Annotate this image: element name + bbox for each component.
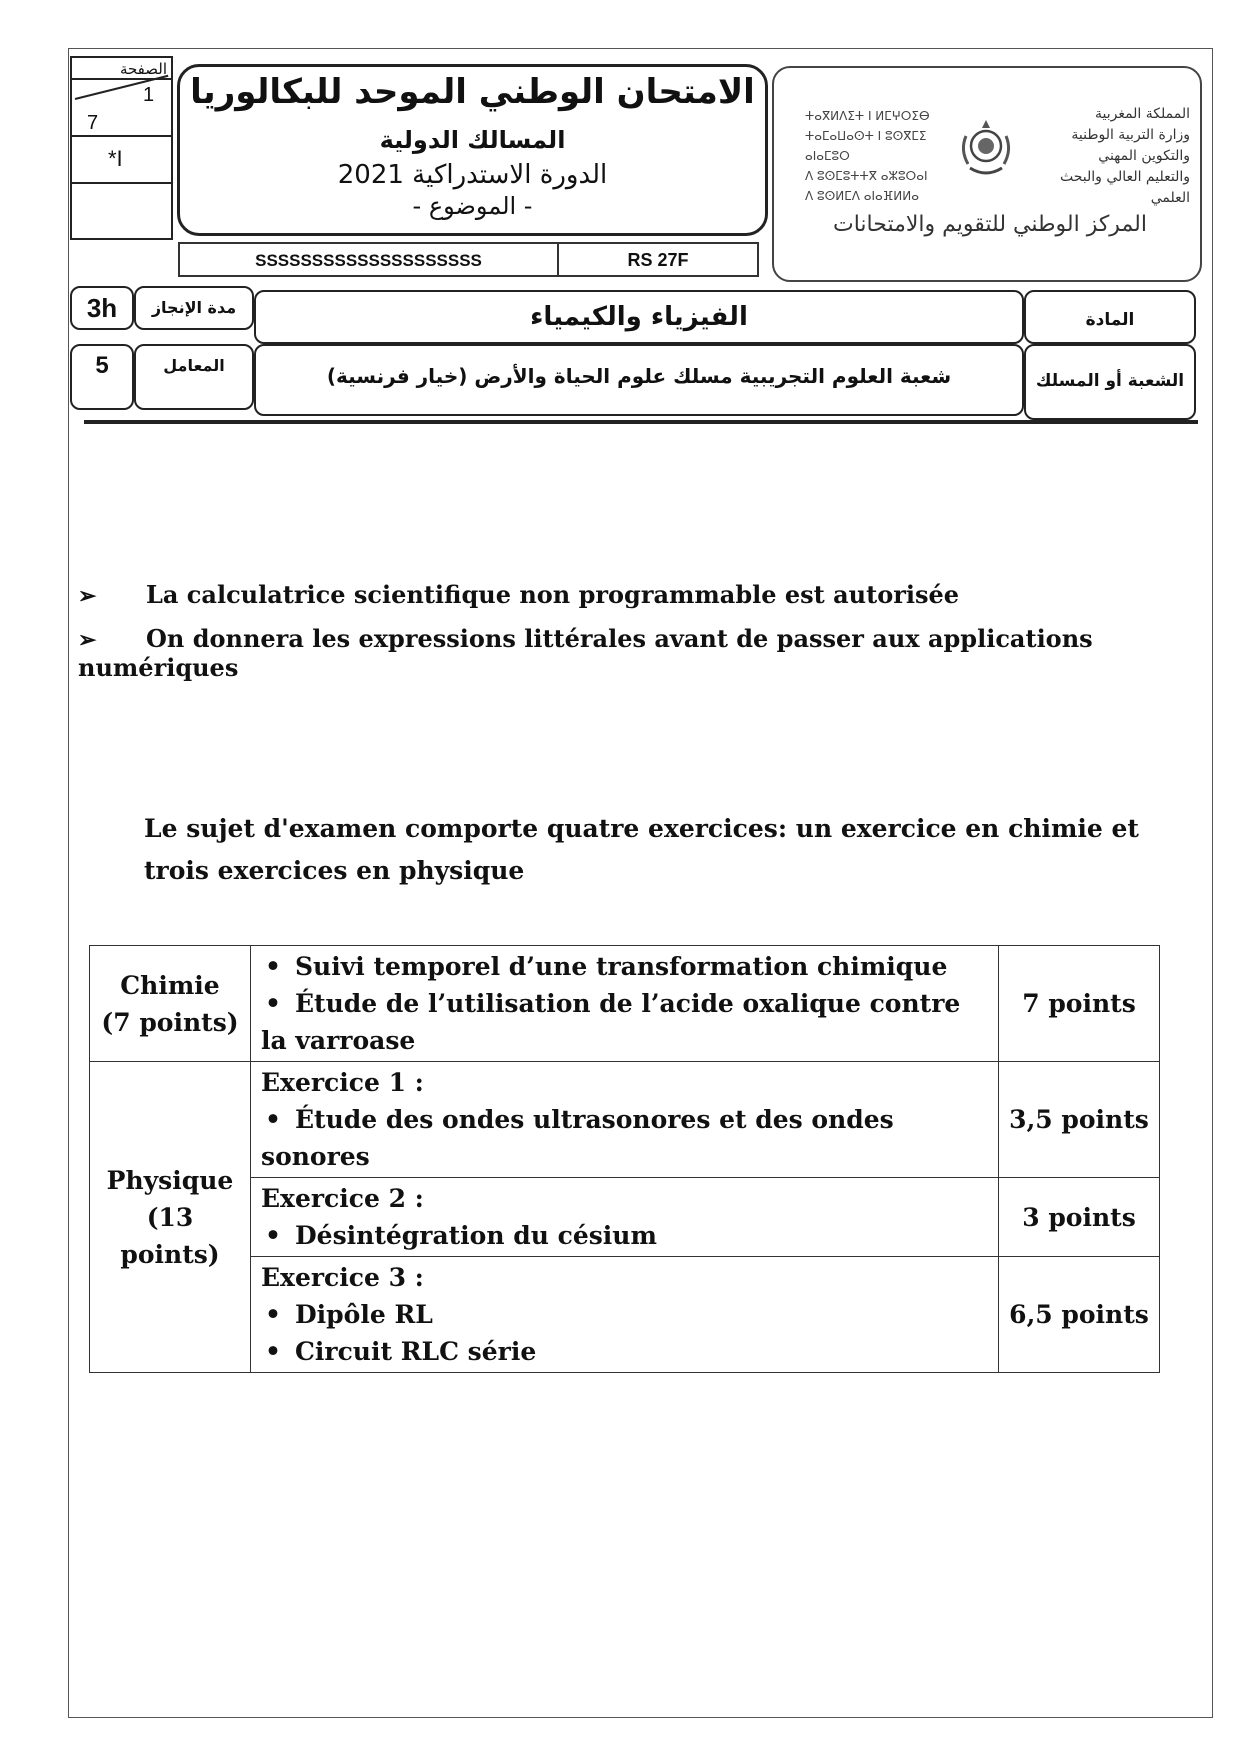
exercise-1 xyxy=(251,1062,999,1178)
logo-line: ⵜⴰⴳⵍⴷⵉⵜ ⵏ ⵍⵎⵖⵔⵉⴱ xyxy=(805,109,930,123)
logo-line: والتعليم العالي والبحث العلمي xyxy=(1059,169,1190,206)
table-row xyxy=(90,1257,1160,1373)
exercise-title: Exercice 2 : xyxy=(261,1184,424,1213)
section-title: Chimie xyxy=(120,970,220,1000)
exam-code: *I xyxy=(108,146,123,171)
exam-intro: Le sujet d'examen comporte quatre exercices: un exercice en chimie et trois exercices en physique xyxy=(144,814,1139,885)
logo-line: ⵜⴰⵎⴰⵡⴰⵙⵜ ⵏ ⵓⵙⴳⵎⵉ ⴰⵏⴰⵎⵓⵔ xyxy=(805,129,927,163)
points-cell: 3 points xyxy=(999,1178,1160,1257)
instruction-item xyxy=(78,580,1198,609)
topic-item: • Étude de l’utilisation de l’acide oxalique contre la varroase xyxy=(261,985,988,1059)
exercise-title: Exercice 3 : xyxy=(261,1263,424,1292)
logo-line: ⴷ ⵓⵙⵎⵓⵜⵜⴳ ⴰⵣⵓⵔⴰⵏ xyxy=(805,169,928,183)
topic-item: • Dipôle RL xyxy=(261,1296,988,1333)
topic-item: • Suivi temporel d’une transformation chimique xyxy=(261,948,988,985)
arrow-bullet-icon: ➢ xyxy=(78,583,97,609)
points-cell: 6,5 points xyxy=(999,1257,1160,1373)
page-number: 1 xyxy=(143,84,155,106)
logo-line: ⴷ ⵓⵙⵍⵎⴷ ⴰⵏⴰⴼⵍⵍⴰ xyxy=(805,189,919,203)
table-row xyxy=(90,1062,1160,1178)
subject-label: المادة xyxy=(1024,290,1196,344)
section-points: (7 points) xyxy=(101,1007,239,1037)
page-total: 7 xyxy=(87,112,99,134)
ministry-name-tifinagh xyxy=(805,106,955,206)
exam-session: الدورة الاستدراكية 2021 xyxy=(337,160,608,190)
evaluation-center-name: المركز الوطني للتقويم والامتحانات xyxy=(833,212,1147,237)
duration-value: 3h xyxy=(70,286,134,330)
kingdom-emblem-icon xyxy=(958,116,1014,182)
instruction-text: On donnera les expressions littérales avant de passer aux applications numériques xyxy=(78,624,1093,682)
section-title: Physique xyxy=(106,1165,234,1195)
arrow-bullet-icon: ➢ xyxy=(78,627,97,653)
header-separator xyxy=(84,420,1198,424)
topic-item: • Désintégration du césium xyxy=(261,1217,988,1254)
coefficient-value: 5 xyxy=(70,344,134,410)
subject-code: RS 27F xyxy=(557,242,759,277)
exercise-3 xyxy=(251,1257,999,1373)
chimie-topics xyxy=(251,946,999,1062)
filiere-label: الشعبة أو المسلك xyxy=(1024,344,1196,420)
points-cell: 3,5 points xyxy=(999,1062,1160,1178)
code-strip: SSSSSSSSSSSSSSSSSSSS xyxy=(178,242,559,277)
topic-item: • Circuit RLC série xyxy=(261,1333,988,1370)
points-cell: 7 points xyxy=(999,946,1160,1062)
filiere-value: شعبة العلوم التجريبية مسلك علوم الحياة والأرض (خيار فرنسية) xyxy=(254,344,1024,416)
table-row xyxy=(90,1178,1160,1257)
divider xyxy=(72,135,172,137)
page-label: الصفحة xyxy=(119,60,167,78)
topic-item: • Étude des ondes ultrasonores et des ondes sonores xyxy=(261,1101,988,1175)
section-chimie xyxy=(90,946,251,1062)
logo-line: وزارة التربية الوطنية xyxy=(1071,127,1190,143)
duration-label: مدة الإنجاز xyxy=(134,286,254,330)
divider xyxy=(72,182,172,184)
exam-track: المسالك الدولية xyxy=(379,126,566,154)
exam-title: الامتحان الوطني الموحد للبكالوريا xyxy=(190,72,755,112)
table-row xyxy=(90,946,1160,1062)
logo-line: والتكوين المهني xyxy=(1098,148,1190,164)
subject-value: الفيزياء والكيمياء xyxy=(254,290,1024,344)
instruction-text: La calculatrice scientifique non programmable est autorisée xyxy=(146,580,960,609)
instruction-item xyxy=(78,624,1198,682)
exercise-2 xyxy=(251,1178,999,1257)
logo-line: المملكة المغربية xyxy=(1094,106,1190,122)
ministry-name-arabic xyxy=(1020,104,1190,209)
exercise-summary-table xyxy=(89,945,1160,1373)
doc-type: - الموضوع - xyxy=(412,192,533,220)
section-physique xyxy=(90,1062,251,1373)
exercise-title: Exercice 1 : xyxy=(261,1068,424,1097)
coefficient-label: المعامل xyxy=(134,344,254,410)
section-points: (13 points) xyxy=(120,1202,220,1269)
